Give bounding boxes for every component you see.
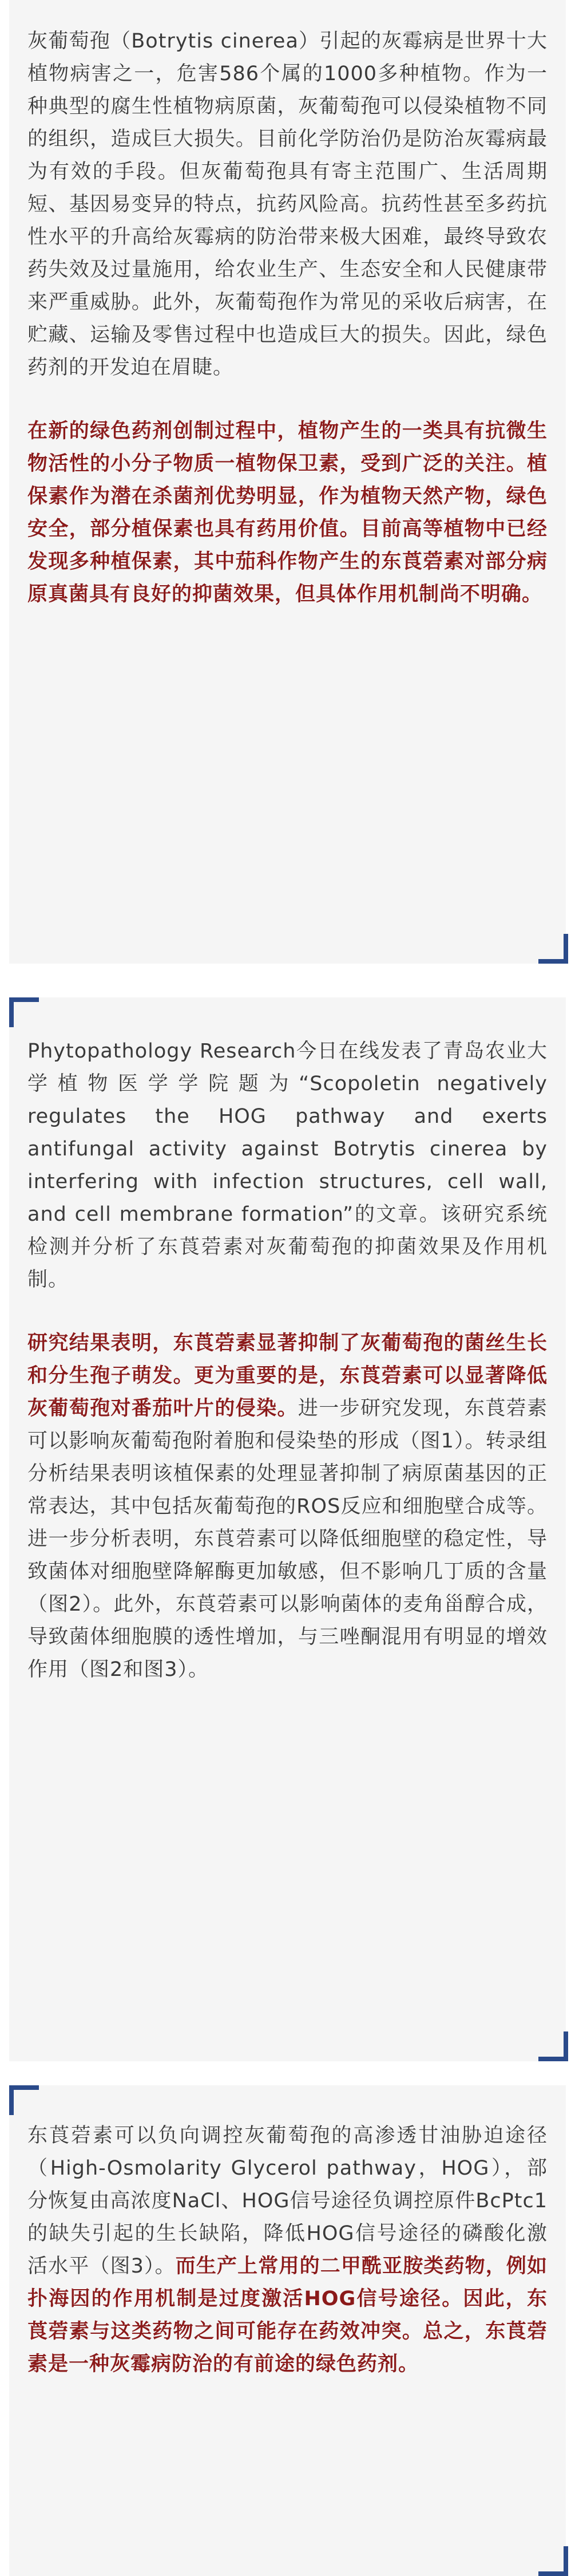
corner-bracket-bottom-right-icon — [538, 2546, 568, 2576]
conclusion-card-body — [27, 2120, 548, 2381]
conclusion-paragraph — [27, 2120, 548, 2381]
hog-pathway-text: 东莨菪素可以负向调控灰葡萄孢的高渗透甘油胁迫途径（High-Osmolarity Glycerol pathway，HOG），部分恢复由高浓度NaCl、HOG信号途径负调控原件BcPtc1的缺失引起的生长缺陷，降低HOG信号途径的磷酸化激活水平（图3）。 — [27, 2124, 548, 2278]
intro-card-body — [27, 25, 548, 611]
corner-bracket-top-left-icon — [9, 2085, 39, 2115]
conclusion-card — [9, 2085, 566, 2576]
results-highlight: 研究结果表明，东莨菪素显著抑制了灰葡萄孢的菌丝生长和分生孢子萌发。更为重要的是，东莨菪素可以显著降低灰葡萄孢对番茄叶片的侵染。 — [27, 1332, 548, 1420]
publication-paragraph: Phytopathology Research今日在线发表了青岛农业大学植物医学学院题为“Scopoletin negatively regulates the HOG pathway and exerts antifungal activity against Botrytis cinerea by interfering with infection structures, cell wall, and cell membrane formation”的文章。该研究系统检测并分析了东莨菪素对灰葡萄孢的抑菌效果及作用机制。 — [27, 1040, 548, 1291]
corner-bracket-top-left-icon — [9, 997, 39, 1027]
results-text: 进一步研究发现，东莨菪素可以影响灰葡萄孢附着胞和侵染垫的形成（图1）。转录组分析结果表明该植保素的处理显著抑制了病原菌基因的正常表达，其中包括灰葡萄孢的ROS反应和细胞壁合成等。进一步分析表明，东莨菪素可以降低细胞壁的稳定性，导致菌体对细胞壁降解酶更加敏感，但不影响几丁质的含量（图2）。此外，东莨菪素可以影响菌体的麦角甾醇合成，导致菌体细胞膜的透性增加，与三唑酮混用有明显的增效作用（图2和图3）。 — [27, 1397, 548, 1681]
intro-paragraph: 灰葡萄孢（Botrytis cinerea）引起的灰霉病是世界十大植物病害之一，危害586个属的1000多种植物。作为一种典型的腐生性植物病原菌，灰葡萄孢可以侵染植物不同的组织，造成巨大损失。目前化学防治仍是防治灰霉病最为有效的手段。但灰葡萄孢具有寄主范围广、生活周期短、基因易变异的特点，抗药风险高。抗药性甚至多药抗性水平的升高给灰霉病的防治带来极大困难，最终导致农药失效及过量施用，给农业生产、生态安全和人民健康带来严重威胁。此外，灰葡萄孢作为常见的采收后病害，在贮藏、运输及零售过程中也造成巨大的损失。因此，绿色药剂的开发迫在眉睫。 — [27, 30, 548, 379]
research-card-body — [27, 1035, 548, 1686]
conclusion-highlight: 而生产上常用的二甲酰亚胺类药物，例如扑海因的作用机制是过度激活HOG信号途径。因此，东莨菪素与这类药物之间可能存在药效冲突。总之，东莨菪素是一种灰霉病防治的有前途的绿色药剂。 — [27, 2255, 548, 2376]
results-paragraph — [27, 1327, 548, 1686]
research-card — [9, 997, 566, 2061]
corner-bracket-bottom-right-icon — [538, 2031, 568, 2061]
corner-bracket-bottom-right-icon — [538, 934, 568, 964]
phytoalexin-highlight-paragraph: 在新的绿色药剂创制过程中，植物产生的一类具有抗微生物活性的小分子物质一植物保卫素，受到广泛的关注。植保素作为潜在杀菌剂优势明显，作为植物天然产物，绿色安全，部分植保素也具有药用价值。目前高等植物中已经发现多种植保素，其中茄科作物产生的东莨菪素对部分病原真菌具有良好的抑菌效果，但具体作用机制尚不明确。 — [27, 420, 548, 606]
intro-card — [9, 0, 566, 964]
